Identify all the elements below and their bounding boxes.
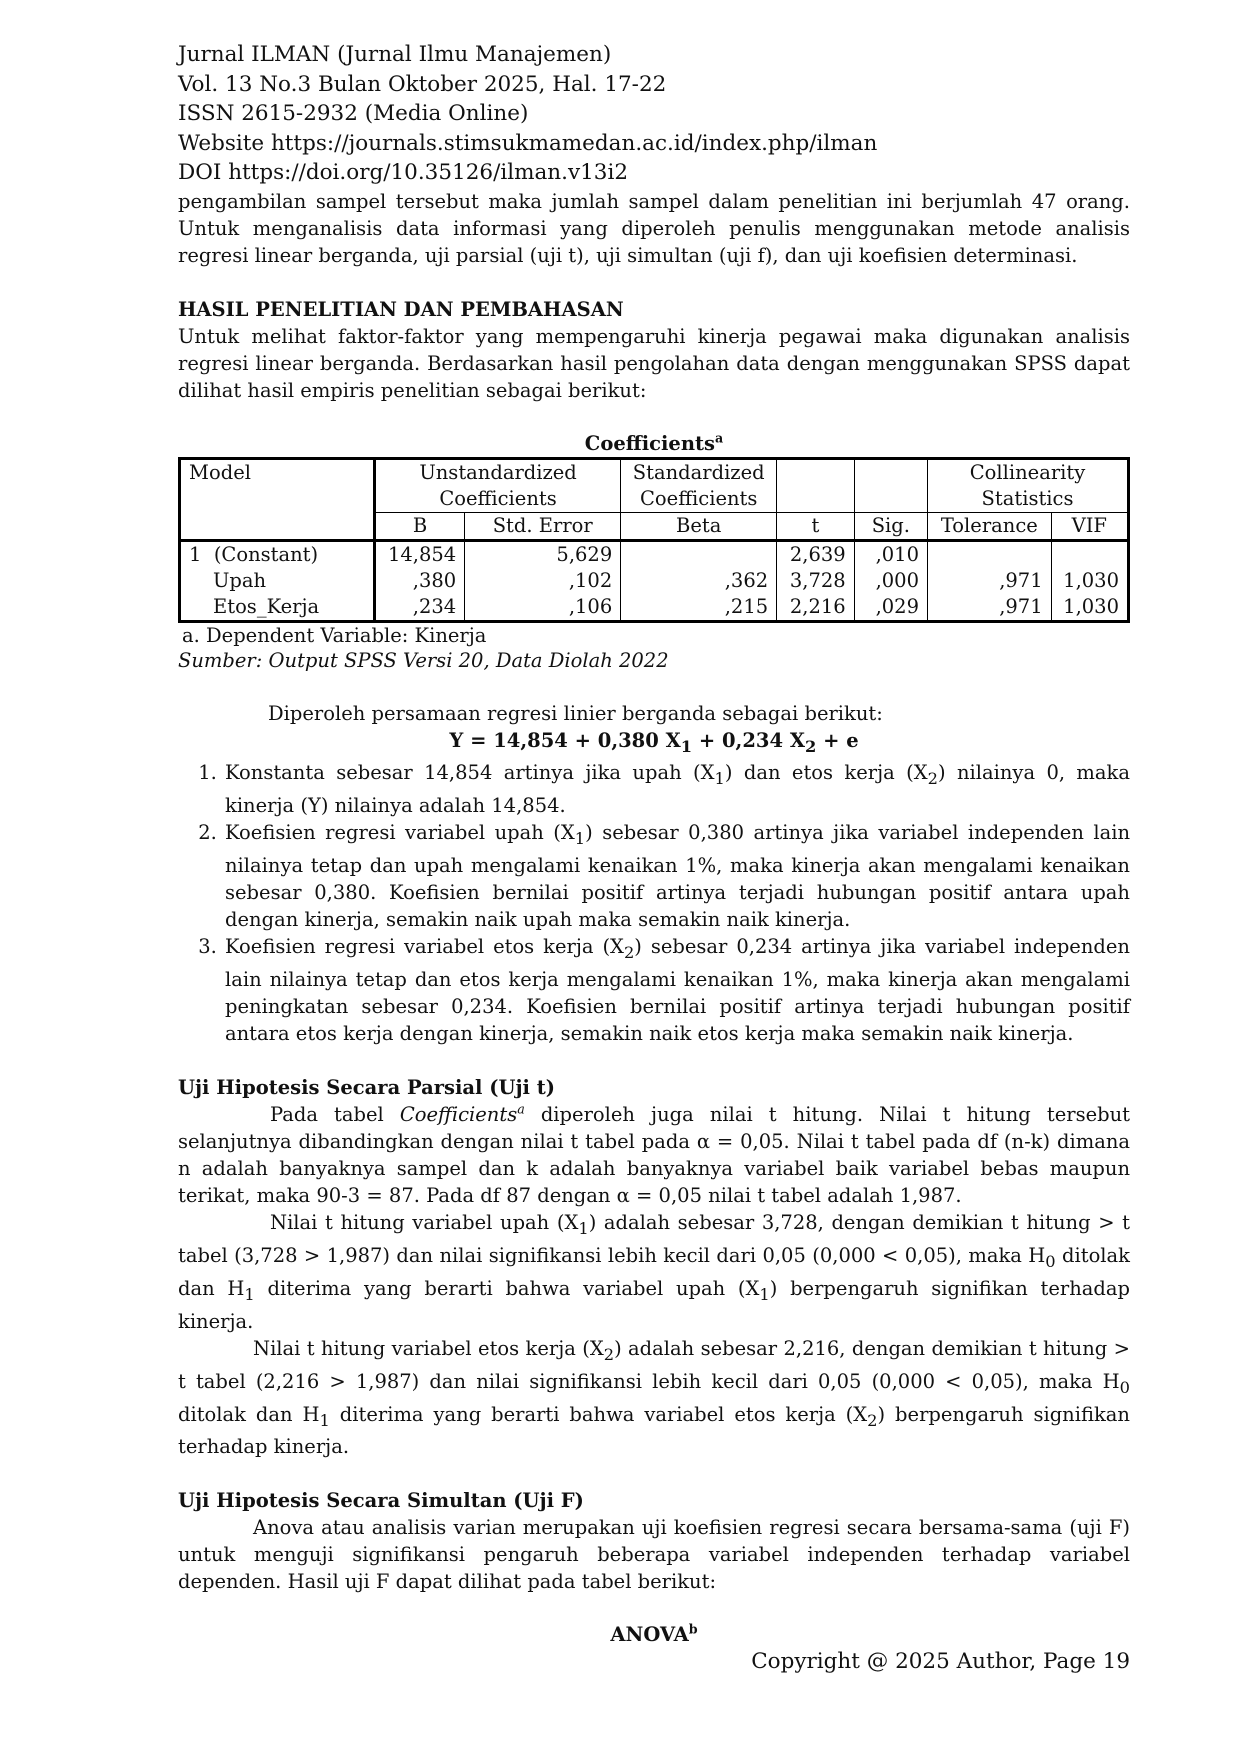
header-t: t bbox=[777, 512, 855, 540]
regression-equation: Y = 14,854 + 0,380 $X_1 + 0,234$ $X_2 + e$ bbox=[449, 728, 859, 756]
intro-paragraph: pengambilan sampel tersebut maka jumlah sampel dalam penelitian ini berjumlah 47 orang. Untuk menganalisis data informasi yang diperoleh penulis menggunakan metode analisis regresi linear berganda, uji parsial (uji t), uji simultan (uji f), dan uji koefisien determinasi. bbox=[178, 189, 1130, 267]
cell-se: 5,629 bbox=[465, 540, 621, 568]
uji-f-heading: Uji Hipotesis Secara Simultan (Uji F) bbox=[178, 1489, 584, 1513]
cell-vif bbox=[1051, 540, 1128, 568]
coefficients-title-sup: a bbox=[715, 430, 724, 445]
equation-intro: Diperoleh persamaan regresi linier berganda sebagai berikut: bbox=[268, 701, 883, 725]
table-row bbox=[180, 568, 1129, 594]
table-row bbox=[180, 594, 1129, 622]
table-note: a. Dependent Variable: Kinerja bbox=[182, 623, 487, 647]
cell-beta: ,215 bbox=[621, 594, 777, 622]
cell-b: ,380 bbox=[374, 568, 464, 594]
header-model: Model bbox=[180, 458, 375, 540]
header-b: B bbox=[374, 512, 464, 540]
cell-se: ,102 bbox=[465, 568, 621, 594]
header-standardized: Standardized Coefficients bbox=[621, 458, 777, 512]
model-number: 1 bbox=[189, 542, 202, 566]
cell-sig: ,000 bbox=[854, 568, 927, 594]
uji-t-paragraph-1: Pada tabel Coefficients$^a$ diperoleh juga nilai t hitung. Nilai t hitung tersebut selanjutnya dibandingkan dengan nilai t tabel pada α = 0,05. Nilai t tabel pada df (n-k) dimana n adalah banyaknya sampel dan k adalah banyaknya variabel baik variabel bebas maupun terikat, maka 90-3 = 87. Pada df 87 dengan α = 0,05 nilai t tabel adalah 1,987. bbox=[178, 1101, 1130, 1208]
page-content bbox=[178, 40, 1130, 1648]
page-footer: Copyright @ 2025 Author, Page 19 bbox=[751, 1649, 1130, 1674]
interpretation-list bbox=[178, 759, 1130, 1047]
header-sig: Sig. bbox=[854, 512, 927, 540]
cell-se: ,106 bbox=[465, 594, 621, 622]
cell-t: 3,728 bbox=[777, 568, 855, 594]
journal-header bbox=[178, 40, 1130, 188]
cell-tolerance: ,971 bbox=[928, 568, 1052, 594]
anova-title-text: ANOVA bbox=[610, 1623, 689, 1647]
row-name: Upah bbox=[180, 568, 375, 594]
header-beta: Beta bbox=[621, 512, 777, 540]
cell-tolerance bbox=[928, 540, 1052, 568]
row-name: (Constant) bbox=[213, 542, 319, 566]
table-source: Sumber: Output SPSS Versi 20, Data Diolah 2022 bbox=[178, 648, 669, 672]
cell-vif: 1,030 bbox=[1051, 568, 1128, 594]
cell-b: 14,854 bbox=[374, 540, 464, 568]
coefficients-table-title bbox=[178, 431, 1130, 457]
row-label bbox=[180, 540, 375, 568]
header-tolerance: Tolerance bbox=[928, 512, 1052, 540]
cell-sig: ,029 bbox=[854, 594, 927, 622]
journal-name: Jurnal ILMAN (Jurnal Ilmu Manajemen) bbox=[178, 42, 612, 67]
coefficients-table bbox=[178, 457, 1130, 623]
journal-website: Website https://journals.stimsukmamedan.ac.id/index.php/ilman bbox=[178, 130, 878, 156]
journal-doi: DOI https://doi.org/10.35126/ilman.v13i2 bbox=[178, 160, 629, 185]
list-item: 2. Koefisien regresi variabel upah $(X_1)$ sebesar 0,380 artinya jika variabel independen lain nilainya tetap dan upah mengalami kenaikan 1%, maka kinerja akan mengalami kenaikan sebesar 0,380. Koefisien bernilai positif artinya terjadi hubungan positif antara upah dengan kinerja, semakin naik upah maka semakin naik kinerja. bbox=[223, 819, 1130, 933]
cell-beta bbox=[621, 540, 777, 568]
header-unstandardized: Unstandardized Coefficients bbox=[374, 458, 620, 512]
table-row bbox=[180, 540, 1129, 568]
cell-beta: ,362 bbox=[621, 568, 777, 594]
cell-b: ,234 bbox=[374, 594, 464, 622]
list-item: 1. Konstanta sebesar 14,854 artinya jika upah $(X_1)$ dan etos kerja $(X_2)$ nilainya 0, maka kinerja (Y) nilainya adalah 14,854. bbox=[223, 759, 1130, 819]
header-vif: VIF bbox=[1051, 512, 1128, 540]
anova-table-title bbox=[178, 1622, 1130, 1648]
header-std-error: Std. Error bbox=[465, 512, 621, 540]
row-name: Etos_Kerja bbox=[180, 594, 375, 622]
uji-t-paragraph-3: Nilai t hitung variabel etos kerja $(X_2)$ adalah sebesar 2,216, dengan demikian t hitung > t tabel (2,216 > 1,987) dan nilai signifikansi lebih kecil dari 0,05 (0,000 < 0,05), maka $H_0$ ditolak dan $H_1$ diterima yang berarti bahwa variabel etos kerja $(X_2)$ berpengaruh signifikan terhadap kinerja. bbox=[178, 1336, 1130, 1459]
cell-sig: ,010 bbox=[854, 540, 927, 568]
cell-vif: 1,030 bbox=[1051, 594, 1128, 622]
cell-t: 2,216 bbox=[777, 594, 855, 622]
list-item: 3. Koefisien regresi variabel etos kerja $(X_2)$ sebesar 0,234 artinya jika variabel independen lain nilainya tetap dan etos kerja mengalami kenaikan 1%, maka kinerja akan mengalami peningkatan sebesar 0,234. Koefisien bernilai positif artinya terjadi hubungan positif antara etos kerja dengan kinerja, semakin naik etos kerja maka semakin naik kinerja. bbox=[223, 933, 1130, 1047]
uji-f-paragraph: Anova atau analisis varian merupakan uji koefisien regresi secara bersama-sama (uji F) untuk menguji signifikansi pengaruh beberapa variabel independen terhadap variabel dependen. Hasil uji F dapat dilihat pada tabel berikut: bbox=[178, 1516, 1130, 1594]
cell-tolerance: ,971 bbox=[928, 594, 1052, 622]
results-heading: HASIL PENELITIAN DAN PEMBAHASAN bbox=[178, 297, 624, 321]
uji-t-heading: Uji Hipotesis Secara Parsial (Uji t) bbox=[178, 1076, 555, 1100]
cell-t: 2,639 bbox=[777, 540, 855, 568]
results-paragraph: Untuk melihat faktor-faktor yang mempengaruhi kinerja pegawai maka digunakan analisis regresi linear berganda. Berdasarkan hasil pengolahan data dengan menggunakan SPSS dapat dilihat hasil empiris penelitian sebagai berikut: bbox=[178, 324, 1130, 402]
uji-t-paragraph-2: Nilai t hitung variabel upah $(X_1)$ adalah sebesar 3,728, dengan demikian t hitung > t tabel (3,728 > 1,987) dan nilai signifikansi lebih kecil dari 0,05 (0,000 < 0,05), maka $H_0$ ditolak dan $H_1$ diterima yang berarti bahwa variabel upah $(X_1)$ berpengaruh signifikan terhadap kinerja. bbox=[178, 1211, 1130, 1333]
coefficients-title-text: Coefficients bbox=[584, 431, 715, 455]
header-collinearity: Collinearity Statistics bbox=[928, 458, 1129, 512]
journal-volume: Vol. 13 No.3 Bulan Oktober 2025, Hal. 17-22 bbox=[178, 71, 667, 97]
anova-title-sup: b bbox=[688, 1621, 698, 1637]
journal-issn: ISSN 2615-2932 (Media Online) bbox=[178, 101, 529, 126]
